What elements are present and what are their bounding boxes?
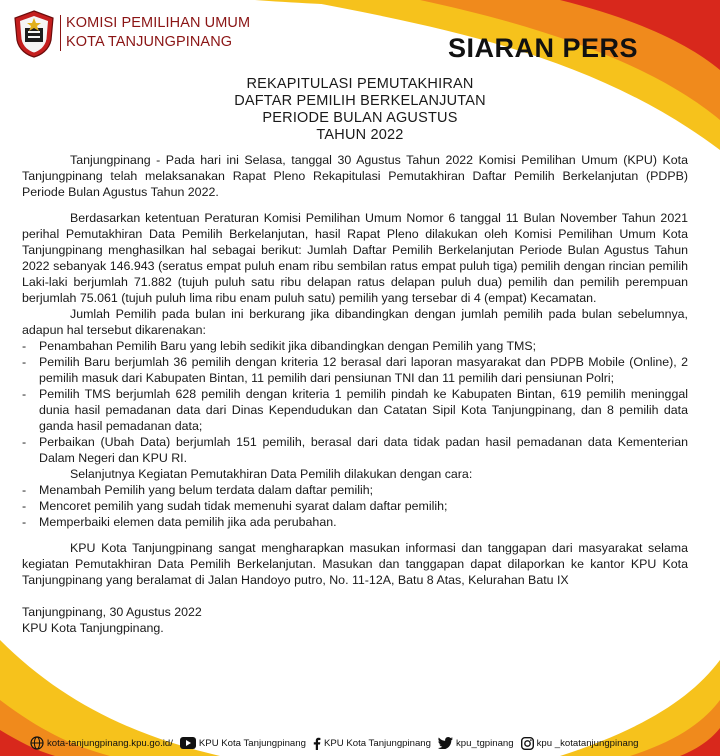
list-item: [22, 386, 688, 434]
method-2: Mencoret pemilih yang sudah tidak memenuhi syarat dalam daftar pemilih;: [39, 499, 448, 513]
list-dash: -: [22, 499, 27, 513]
org-divider: [60, 15, 61, 51]
instagram-text: kpu _kotatanjungpinang: [536, 737, 639, 749]
twitter-icon: [438, 737, 453, 749]
list-item: [22, 434, 688, 466]
list-item: [22, 354, 688, 386]
organization-name: [66, 14, 250, 52]
reason-1: Penambahan Pemilih Baru yang lebih sedikit jika dibandingkan dengan Pemilih yang TMS;: [39, 339, 537, 353]
paragraph-regulation: Berdasarkan ketentuan Peraturan Komisi Pemilihan Umum Nomor 6 tanggal 11 Bulan November Tahun 2021 perihal Pemutakhiran Data Pemilih Berkelanjutan, hasil Rapat Pleno dilakukan oleh Komisi Pemilihan Umum Kota Tanjungpinang menghasilkan hal sebagai berikut: Jumlah Daftar Pemilih Berkelanjutan Periode Bulan Agustus Tahun 2022 sebanyak 146.943 (seratus empat puluh enam ribu sembilan ratus empat puluh tiga) pemilih dengan rincian pemilih Laki-laki berjumlah 71.882 (tujuh puluh satu ribu delapan ratus delapan puluh dua) pemilih dan pemilih perempuan berjumlah 75.061 (tujuh puluh lima ribu enam puluh satu) pemilih yang tersebar di 4 (empat) Kecamatan.: [22, 211, 688, 305]
facebook-icon: [313, 737, 321, 750]
list-item: [22, 514, 688, 530]
list-item: [22, 498, 688, 514]
list-dash: -: [22, 483, 27, 497]
method-1: Menambah Pemilih yang belum terdata dalam daftar pemilih;: [39, 483, 374, 497]
footer-twitter[interactable]: [438, 737, 514, 749]
list-dash: -: [22, 387, 27, 401]
sign-organization: KPU Kota Tanjungpinang.: [22, 621, 164, 635]
org-line-2: KOTA TANJUNGPINANG: [66, 34, 233, 50]
signature-block: [22, 604, 688, 636]
list-dash: -: [22, 339, 27, 353]
title-line-4: TAHUN 2022: [316, 127, 404, 143]
twitter-text: kpu_tgpinang: [455, 737, 514, 749]
org-line-1: KOMISI PEMILIHAN UMUM: [66, 15, 251, 31]
list-item: [22, 482, 688, 498]
reason-2: Pemilih Baru berjumlah 36 pemilih dengan kriteria 12 berasal dari laporan masyarakat dan PDPB Mobile (Online), 2 pemilih masuk dari Kabupaten Bintan, 11 pemilih dari pensiunan TNI dan 11 pemilih dari pensiunan Polri;: [39, 355, 688, 385]
reasons-list: [22, 338, 688, 466]
reason-4: Perbaikan (Ubah Data) berjumlah 151 pemilih, berasal dari data tidak padan hasil pemadanan data Kementerian Dalam Negeri dan KPU RI.: [39, 435, 688, 465]
document-body: [22, 152, 688, 636]
list-dash: -: [22, 435, 27, 449]
paragraph-decrease: Jumlah Pemilih pada bulan ini berkurang jika dibandingkan dengan jumlah pemilih pada bulan sebelumnya, adapun hal tersebut dikarenakan:: [22, 307, 688, 337]
facebook-text: KPU Kota Tanjungpinang: [323, 737, 431, 749]
footer-website[interactable]: [30, 736, 173, 750]
press-release-label: SIARAN PERS: [448, 33, 639, 63]
method-3: Memperbaiki elemen data pemilih jika ada perubahan.: [39, 515, 337, 529]
footer-contacts: [0, 730, 720, 756]
footer-facebook[interactable]: [313, 737, 431, 750]
title-line-1: REKAPITULASI PEMUTAKHIRAN: [246, 76, 474, 92]
youtube-text: KPU Kota Tanjungpinang: [198, 737, 306, 749]
sign-place-date: Tanjungpinang, 30 Agustus 2022: [22, 605, 202, 619]
paragraph-feedback: KPU Kota Tanjungpinang sangat mengharapkan masukan informasi dan tanggapan dari masyarakat selama kegiatan Pemutakhiran Data Pemilih Berkelanjutan. Masukan dan tanggapan dapat dilaporkan ke kantor KPU Kota Tanjungpinang yang beralamat di Jalan Handoyo putro, No. 11-12A, Batu 8 Atas, Kelurahan Batu IX: [22, 541, 688, 587]
kpu-logo: [13, 10, 55, 58]
list-item: [22, 338, 688, 354]
title-line-2: DAFTAR PEMILIH BERKELANJUTAN: [234, 93, 486, 109]
reason-3: Pemilih TMS berjumlah 628 pemilih dengan kriteria 1 pemilih pindah ke Kabupaten Bintan, 619 pemilih meninggal dunia hasil pemadanan data dari Dinas Kependudukan dan Catatan Sipil Kota Tanjungpinang, dan 8 pemilih data ganda hasil pemadanan data;: [39, 387, 688, 433]
paragraph-intro: Tanjungpinang - Pada hari ini Selasa, tanggal 30 Agustus Tahun 2022 Komisi Pemilihan Umum (KPU) Kota Tanjungpinang telah melaksanakan Rapat Pleno Rekapitulasi Pemutakhiran Daftar Pemilih Berkelanjutan (PDPB) Periode Bulan Agustus Tahun 2022.: [22, 153, 688, 199]
document-title: [0, 76, 720, 144]
list-dash: -: [22, 515, 27, 529]
footer-youtube[interactable]: [180, 737, 306, 749]
website-text: kota-tanjungpinang.kpu.go.id/: [47, 737, 173, 749]
globe-icon: [30, 736, 44, 750]
list-dash: -: [22, 355, 27, 369]
instagram-icon: [521, 737, 534, 750]
methods-list: [22, 482, 688, 530]
title-line-3: PERIODE BULAN AGUSTUS: [262, 110, 458, 126]
youtube-icon: [180, 737, 196, 749]
paragraph-methods-intro: Selanjutnya Kegiatan Pemutakhiran Data Pemilih dilakukan dengan cara:: [70, 467, 473, 481]
footer-instagram[interactable]: [521, 737, 639, 750]
